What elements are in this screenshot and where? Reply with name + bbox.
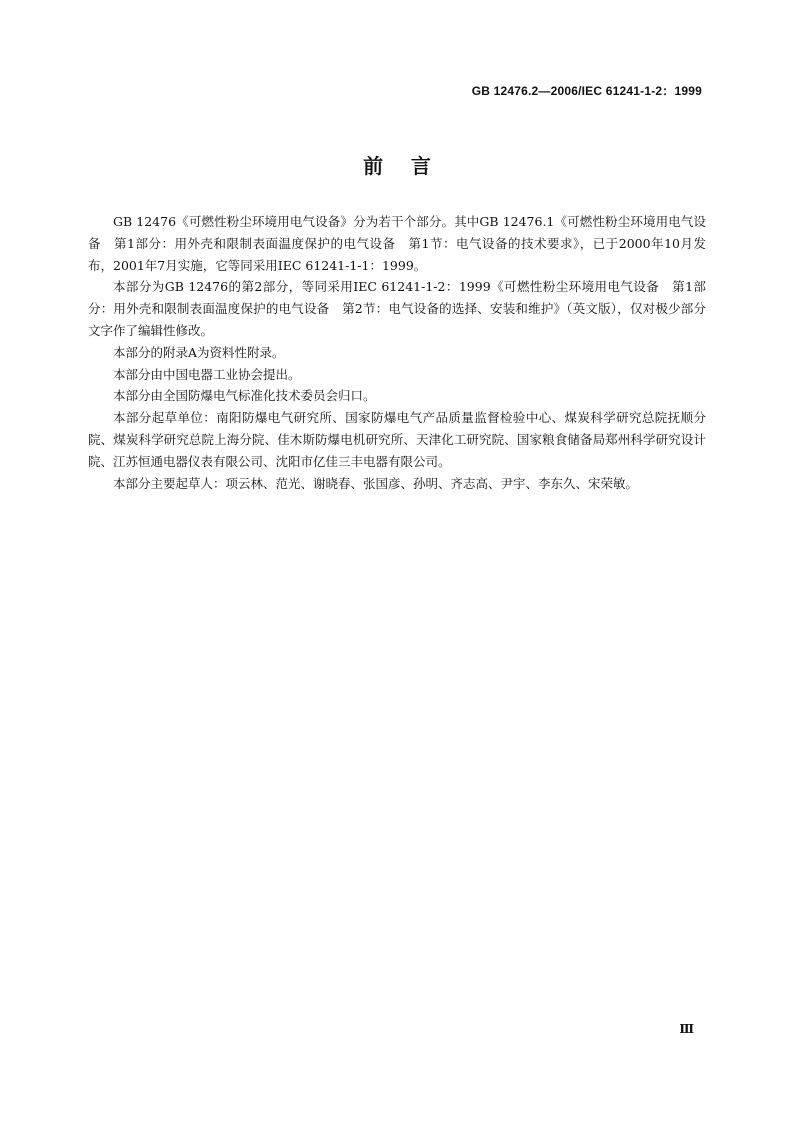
paragraph-centralized-by: 本部分由全国防爆电气标准化技术委员会归口。 [113,388,376,404]
standard-code-header: GB 12476.2—2006/IEC 61241-1-2：1999 [471,84,702,98]
paragraph-annex-note: 本部分的附录A为资料性附录。 [113,344,285,360]
page-title: 前 言 [363,154,431,178]
paragraph-drafters: 本部分主要起草人：项云林、范光、谢晓春、张国彦、孙明、齐志高、尹宇、李东久、宋荣敏。 [113,475,639,491]
paragraph-drafting-units: 本部分起草单位：南阳防爆电气研究所、国家防爆电气产品质量监督检验中心、煤炭科学研究总院抚顺分院、煤炭科学研究总院上海分院、佳木斯防爆电机研究所、天津化工研究院、国家粮食储备局郑州科学研究设计院、江苏恒通电器仪表有限公司、沈阳市亿佳三丰电器有限公司。 [88,410,706,469]
paragraph-proposed-by: 本部分由中国电器工业协会提出。 [113,366,301,382]
foreword-body [88,211,706,494]
paragraph-series-intro: GB 12476《可燃性粉尘环境用电气设备》分为若干个部分。其中GB 12476.1《可燃性粉尘环境用电气设备 第1部分：用外壳和限制表面温度保护的电气设备 第1节：电气设备的技术要求》，已于2000年10月发布，2001年7月实施，它等同采用IEC 61241-1-1：1999。 [88,214,706,273]
page-number: Ⅲ [679,1022,694,1036]
paragraph-part-scope: 本部分为GB 12476的第2部分，等同采用IEC 61241-1-2：1999《可燃性粉尘环境用电气设备 第1部分：用外壳和限制表面温度保护的电气设备 第2节：电气设备的选择、安装和维护》（英文版），仅对极少部分文字作了编辑性修改。 [88,279,706,338]
